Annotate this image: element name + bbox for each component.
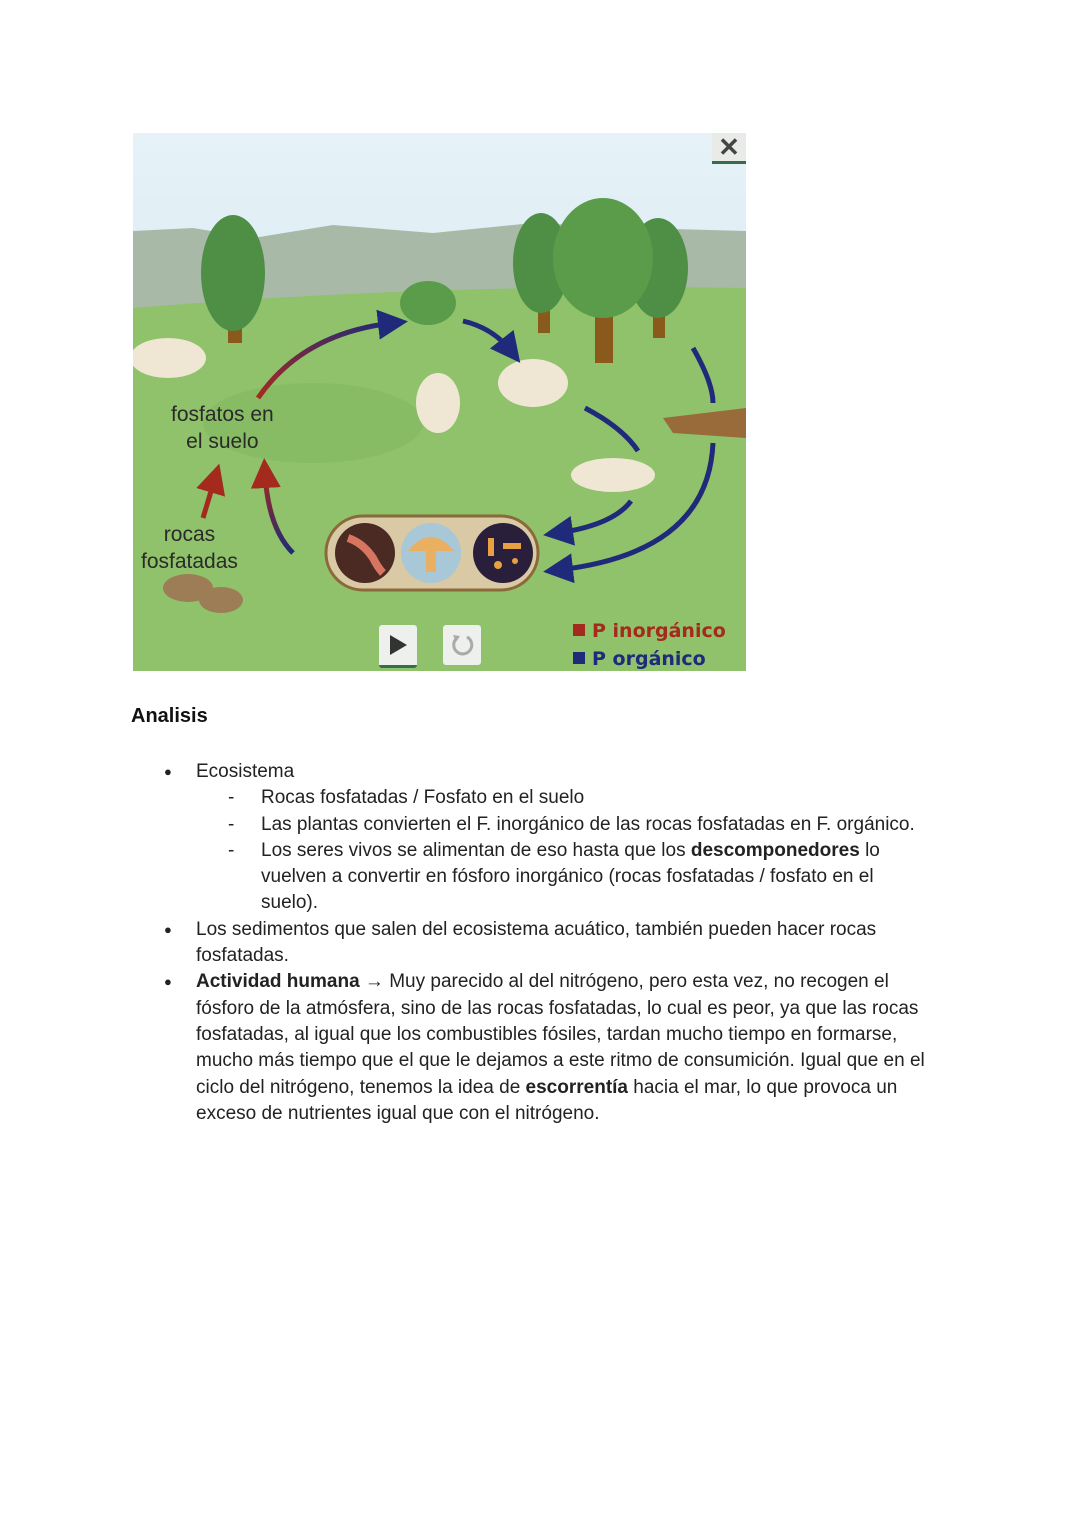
sub-item-text: lo vuelven a convertir en fósforo inorgánico (rocas fosfatadas / fosfato en el suelo). bbox=[261, 839, 880, 914]
sub-item-text: Rocas fosfatadas / Fosfato en el suelo bbox=[261, 787, 585, 809]
bullet-text: → Muy parecido al del nitrógeno, pero esta vez, no recogen el fósforo de la atmósfera, sino de las rocas fosfatadas, lo cual es peor, ya que las rocas fosfatadas, al igual que los combustibles fósiles, tardan mucho tiempo en formarse, mucho más tiempo que el que le dejamos a este ritmo de consumición. Igual que en el ciclo del nitrógeno, tenemos la idea de bbox=[196, 971, 925, 1098]
close-icon: ✕ bbox=[718, 133, 740, 162]
bullet-text: Ecosistema bbox=[196, 761, 295, 782]
label-soil-phosphates bbox=[171, 401, 274, 455]
bullet-ecosystem bbox=[160, 759, 950, 785]
bullet-human-activity bbox=[160, 969, 931, 1127]
sub-item bbox=[160, 812, 950, 838]
sub-item-text: Los seres vivos se alimentan de eso hasta que los bbox=[261, 839, 691, 861]
label-line: fosfatos en bbox=[171, 403, 274, 426]
analysis-notes bbox=[160, 759, 950, 1127]
play-icon bbox=[388, 634, 408, 656]
play-button[interactable] bbox=[379, 625, 417, 668]
dash: - bbox=[228, 813, 235, 835]
legend-swatch bbox=[573, 652, 585, 664]
legend-item-inorganic bbox=[573, 617, 726, 645]
bold-term: Actividad humana bbox=[196, 971, 360, 993]
decomposers-panel bbox=[326, 516, 538, 590]
dash: - bbox=[228, 839, 235, 861]
legend bbox=[573, 617, 726, 671]
sub-item bbox=[160, 785, 950, 811]
legend-label: P inorgánico bbox=[592, 620, 726, 642]
label-line: rocas bbox=[163, 523, 216, 546]
sub-item bbox=[160, 838, 911, 917]
bush bbox=[400, 281, 456, 325]
legend-label: P orgánico bbox=[592, 648, 706, 670]
bullet-text: Los sedimentos que salen del ecosistema acuático, también pueden hacer rocas fosfatadas. bbox=[196, 918, 877, 967]
bacteria-icon bbox=[473, 523, 533, 583]
legend-item-organic bbox=[573, 645, 726, 671]
label-line: fosfatadas bbox=[141, 550, 238, 573]
bullet-sediments bbox=[160, 917, 916, 970]
bold-term: descomponedores bbox=[690, 839, 860, 861]
legend-swatch bbox=[573, 624, 585, 636]
reset-icon bbox=[449, 632, 475, 658]
sub-item-text: Las plantas convierten el F. inorgánico de las rocas fosfatadas en F. orgánico. bbox=[261, 813, 915, 835]
section-heading: Analisis bbox=[131, 705, 208, 727]
dash: - bbox=[228, 787, 235, 809]
label-line: el suelo bbox=[186, 430, 259, 453]
bold-term: escorrentía bbox=[525, 1076, 628, 1098]
phosphorus-cycle-illustration bbox=[133, 133, 746, 671]
close-button[interactable] bbox=[712, 133, 746, 164]
label-phosphate-rocks bbox=[141, 521, 238, 575]
reset-button[interactable] bbox=[443, 625, 481, 665]
bullet-text: hacia el mar, lo que provoca un exceso de nutrientes igual que con el nitrógeno. bbox=[196, 1076, 898, 1124]
